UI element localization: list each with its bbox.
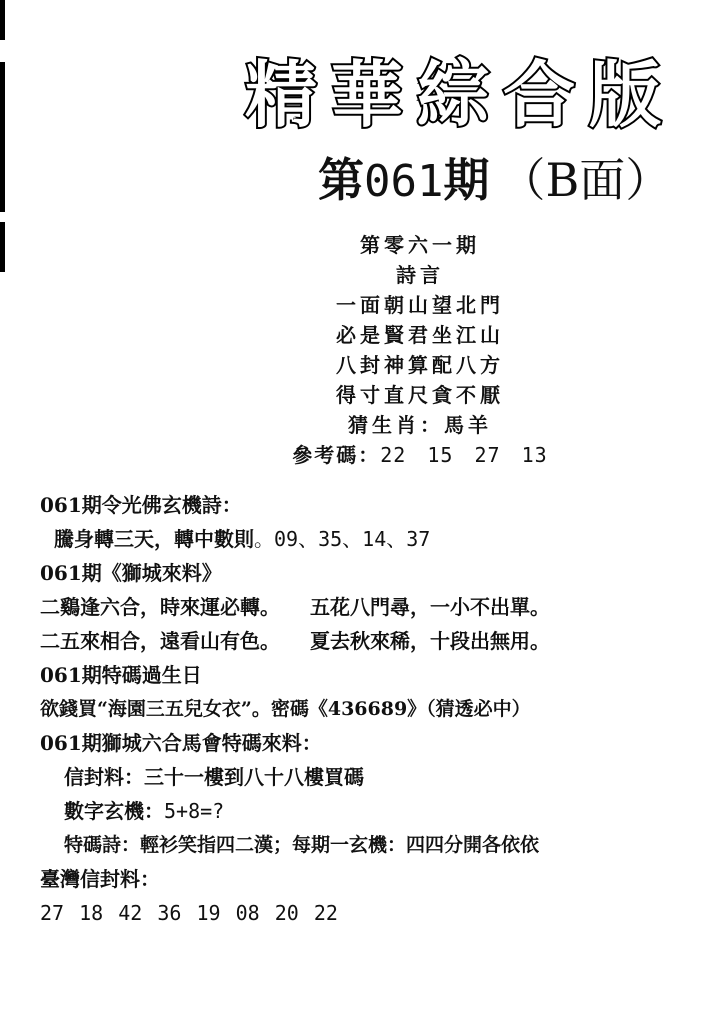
special-text: 欲錢買“海園三五兒女衣”。密碼《436689》（猜透必中） <box>40 698 531 720</box>
zodiac-guess: 猜生肖：馬羊 <box>348 413 492 437</box>
special-line <box>40 692 710 726</box>
special-title <box>40 658 710 692</box>
lion-verse: 夏去秋來稀，十段出無用。 <box>310 629 550 653</box>
letter-label: 信封料： <box>64 765 144 789</box>
lion-line <box>40 590 710 624</box>
issue-number: 061 <box>364 156 444 207</box>
left-edge-bar <box>0 0 5 40</box>
letter-line <box>40 760 710 794</box>
reference-values: 22 15 27 13 <box>380 443 548 467</box>
taiwan-codes: 27 18 42 36 19 08 20 22 <box>40 901 338 925</box>
buddha-title-text: 061期令光佛玄機詩： <box>40 493 242 517</box>
lion-title <box>40 556 710 590</box>
left-edge-bar <box>0 62 5 212</box>
special-poem-text: 輕衫笑指四二漢； <box>140 834 293 856</box>
poem-line: 八封神算配八方 <box>336 353 504 377</box>
buddha-text: 騰身轉三天，轉中數則 <box>54 527 254 551</box>
buddha-line <box>40 522 710 556</box>
special-title-text: 061期特碼過生日 <box>40 663 202 687</box>
masthead-title: 精華綜合版 <box>245 53 676 137</box>
horse-title-text: 061期獅城六合馬會特碼來料： <box>40 731 322 755</box>
letter-text: 三十一樓到八十八樓買碼 <box>144 765 364 789</box>
reference-label: 參考碼： <box>292 443 381 467</box>
horse-title <box>40 726 710 760</box>
poem-line: 一面朝山望北門 <box>336 293 504 317</box>
issue-suffix: 期 <box>443 153 490 207</box>
buddha-title <box>40 488 710 522</box>
issue-prefix: 第 <box>318 153 364 207</box>
digit-text: 5+8=? <box>164 799 225 823</box>
poem-line: 得寸直尺貪不厭 <box>336 383 504 407</box>
lion-verse: 二鷄逢六合，時來運必轉。 <box>40 595 280 619</box>
taiwan-title <box>40 862 710 896</box>
poem-line: 必是賢君坐江山 <box>336 323 504 347</box>
lion-verse: 二五來相合，遠看山有色。 <box>40 629 280 653</box>
left-edge-bar <box>0 222 5 272</box>
lion-title-text: 061期《獅城來料》 <box>40 561 222 585</box>
riddle-label: 每期一玄機： <box>292 834 407 856</box>
content-body <box>40 488 710 930</box>
poem-block <box>250 230 590 470</box>
special-poem-line <box>40 828 710 862</box>
lion-verse: 五花八門尋，一小不出單。 <box>310 595 550 619</box>
poem-heading: 第零六一期 <box>360 233 480 257</box>
lion-line <box>40 624 710 658</box>
issue-side: （B面） <box>499 153 672 207</box>
reference-codes <box>250 440 590 470</box>
issue-heading <box>318 150 671 212</box>
special-poem-label: 特碼詩： <box>64 834 141 856</box>
riddle-text: 四四分開各依依 <box>406 834 540 856</box>
taiwan-title-text: 臺灣信封料： <box>40 867 160 891</box>
poem-subheading: 詩言 <box>396 263 444 287</box>
digit-line <box>40 794 710 828</box>
buddha-codes: 。09、35、14、37 <box>254 527 431 551</box>
digit-label: 數字玄機： <box>64 799 164 823</box>
